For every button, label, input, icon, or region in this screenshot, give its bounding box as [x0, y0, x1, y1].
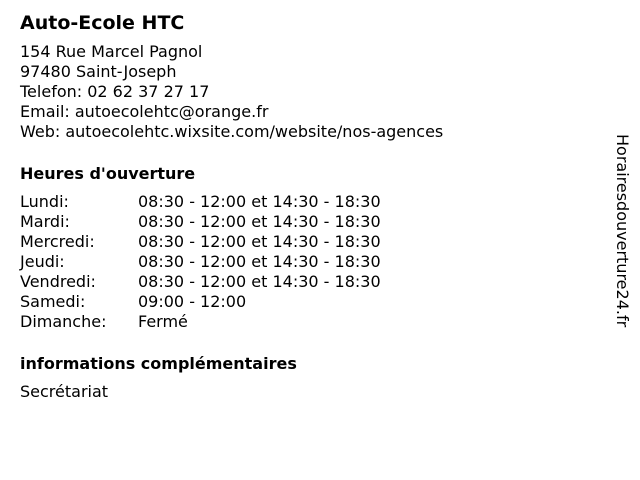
- hours-row-thursday: [20, 252, 600, 272]
- hours-day: Lundi:: [20, 192, 69, 211]
- street-address: 154 Rue Marcel Pagnol: [20, 42, 203, 61]
- hours-day: Jeudi:: [20, 252, 65, 271]
- opening-hours-heading: Heures d'ouverture: [20, 164, 196, 183]
- hours-day: Samedi:: [20, 292, 86, 311]
- hours-value: 08:30 - 12:00 et 14:30 - 18:30: [138, 212, 381, 231]
- hours-day: Dimanche:: [20, 312, 107, 331]
- hours-day: Mardi:: [20, 212, 70, 231]
- business-card: [20, 10, 600, 402]
- business-name: Auto-Ecole HTC: [20, 12, 185, 34]
- hours-day: Vendredi:: [20, 272, 96, 291]
- phone-line: Telefon: 02 62 37 27 17: [20, 82, 210, 101]
- hours-value: 08:30 - 12:00 et 14:30 - 18:30: [138, 252, 381, 271]
- hours-day: Mercredi:: [20, 232, 95, 251]
- hours-value: 08:30 - 12:00 et 14:30 - 18:30: [138, 232, 381, 251]
- hours-row-tuesday: [20, 212, 600, 232]
- address-block: [20, 42, 600, 142]
- hours-value: Fermé: [138, 312, 188, 331]
- hours-value: 08:30 - 12:00 et 14:30 - 18:30: [138, 192, 381, 211]
- site-watermark: Horairesdouverture24.fr: [613, 134, 632, 328]
- opening-hours-table: [20, 192, 600, 332]
- additional-info-heading: informations complémentaires: [20, 354, 297, 373]
- hours-row-sunday: [20, 312, 600, 332]
- web-line: Web: autoecolehtc.wixsite.com/website/nos-agences: [20, 122, 444, 141]
- hours-row-wednesday: [20, 232, 600, 252]
- email-line: Email: autoecolehtc@orange.fr: [20, 102, 269, 121]
- hours-row-friday: [20, 272, 600, 292]
- city-address: 97480 Saint-Joseph: [20, 62, 177, 81]
- hours-value: 08:30 - 12:00 et 14:30 - 18:30: [138, 272, 381, 291]
- hours-row-saturday: [20, 292, 600, 312]
- additional-info-text: Secrétariat: [20, 382, 109, 401]
- hours-value: 09:00 - 12:00: [138, 292, 247, 311]
- hours-row-monday: [20, 192, 600, 212]
